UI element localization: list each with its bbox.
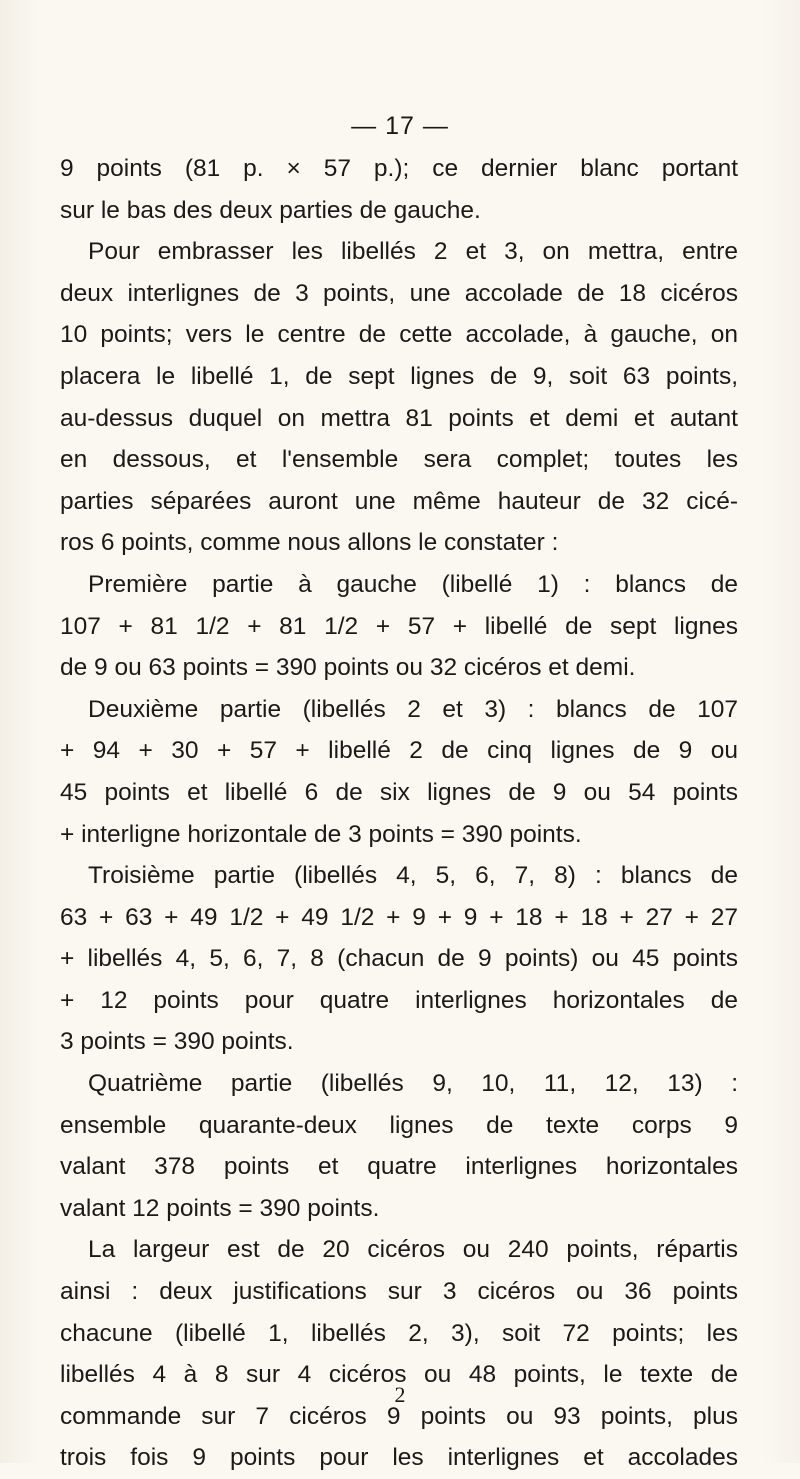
text-line: La largeur est de 20 cicéros ou 240 points, répartis: [88, 1236, 738, 1264]
text-line: placera le libellé 1, de sept lignes de 9, soit 63 points,: [60, 362, 738, 390]
text-line: Pour embrasser les libellés 2 et 3, on mettra, entre: [88, 238, 738, 266]
text-line: parties séparées auront une même hauteur de 32 cicé-: [60, 487, 738, 515]
text-line: chacune (libellé 1, libellés 2, 3), soit 72 points; les: [60, 1319, 738, 1347]
text-line: 107 + 81 1/2 + 81 1/2 + 57 + libellé de sept lignes: [60, 612, 738, 640]
text-line: 9 points (81 p. × 57 p.); ce dernier blanc portant: [60, 155, 738, 182]
text-line: sur le bas des deux parties de gauche.: [60, 196, 481, 224]
text-line: 3 points = 390 points.: [60, 1028, 294, 1056]
text-line: Deuxième partie (libellés 2 et 3) : blancs de 107: [88, 695, 738, 723]
text-line: Première partie à gauche (libellé 1) : blancs de: [88, 570, 738, 598]
text-line: trois fois 9 points pour les interlignes et accolades: [60, 1444, 738, 1472]
text-line: + 12 points pour quatre interlignes horizontales de: [60, 986, 738, 1014]
text-line: valant 12 points = 390 points.: [60, 1194, 380, 1222]
text-line: de 9 ou 63 points = 390 points ou 32 cicéros et demi.: [60, 654, 636, 682]
text-line: Troisième partie (libellés 4, 5, 6, 7, 8) : blancs de: [88, 862, 738, 890]
text-line: en dessous, et l'ensemble sera complet; toutes les: [60, 446, 738, 474]
text-line: commande sur 7 cicéros 9 points ou 93 points, plus: [60, 1402, 738, 1430]
text-line: + 94 + 30 + 57 + libellé 2 de cinq lignes de 9 ou: [60, 737, 738, 765]
text-line: 63 + 63 + 49 1/2 + 49 1/2 + 9 + 9 + 18 + 18 + 27 + 27: [60, 903, 738, 931]
text-line: ros 6 points, comme nous allons le constater :: [60, 529, 559, 557]
text-line: + libellés 4, 5, 6, 7, 8 (chacun de 9 points) ou 45 points: [60, 945, 738, 973]
signature-mark: 2: [394, 1382, 406, 1407]
text-line: au-dessus duquel on mettra 81 points et demi et autant: [60, 404, 738, 432]
text-line: 10 points; vers le centre de cette accolade, à gauche, on: [60, 321, 738, 349]
text-line: + interligne horizontale de 3 points = 390 points.: [60, 820, 582, 848]
text-line: valant 378 points et quatre interlignes horizontales: [60, 1153, 738, 1181]
text-line: Quatrième partie (libellés 9, 10, 11, 12, 13) :: [88, 1070, 738, 1098]
text-line: ensemble quarante-deux lignes de texte corps 9: [60, 1111, 738, 1139]
text-line: libellés 4 à 8 sur 4 cicéros ou 48 points, le texte de: [60, 1361, 738, 1389]
text-line: ainsi : deux justifications sur 3 cicéros ou 36 points: [60, 1278, 738, 1306]
text-line: 45 points et libellé 6 de six lignes de 9 ou 54 points: [60, 778, 738, 806]
page-number: — 17 —: [351, 112, 449, 140]
body-text: [60, 148, 738, 1479]
text-line: deux interlignes de 3 points, une accolade de 18 cicéros: [60, 279, 738, 307]
